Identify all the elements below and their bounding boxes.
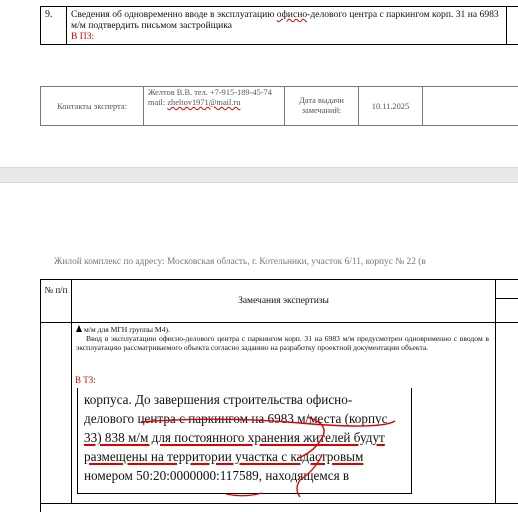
row-remark-cell[interactable] <box>72 323 496 503</box>
mouse-cursor-icon <box>76 325 82 332</box>
row-number-cell <box>41 323 72 503</box>
remark-paragraph: Ввод в эксплуатацию офисно-делового центра с паркингом корп. 31 на 6983 м/м предусмотрен одновременно с вводом в эксплуатацию рассматриваемого объекта согласно заданию на разработку проектной документации объекта. <box>76 334 489 352</box>
contacts-label: Контакты эксперта: <box>41 87 144 125</box>
remark-text[interactable] <box>67 7 507 44</box>
column-header-remarks: Замечания экспертизы <box>72 280 496 323</box>
column-header-extra <box>496 280 518 323</box>
document-page-bottom <box>0 183 518 512</box>
document-header: Жилой комплекс по адресу: Московская область, г. Котельники, участок 6/11, корпус № 22 (в <box>54 257 426 267</box>
spellcheck-word: офисно <box>276 9 308 20</box>
remark-paragraphs <box>72 323 495 352</box>
expert-name-phone: Желтов В.В. тел. +7-915-189-45-74 <box>148 88 272 97</box>
remark-number: 9. <box>41 7 67 44</box>
column-header-number: № п/п <box>41 280 72 323</box>
issue-date-value: 10.11.2025 <box>359 87 423 125</box>
quote-line: корпуса. До завершения строительства офисно- <box>84 392 353 407</box>
pz-label: В ПЗ: <box>71 31 95 42</box>
remark-fragment: м/м для МГН группы М4). <box>76 325 489 334</box>
tz-label: В ТЗ: <box>75 375 96 385</box>
quote-line: 33) 838 м/м для постоянного хранения жителей будут <box>84 430 385 445</box>
quote-line: делового центра с паркингом на 6983 м/места (корпус <box>84 411 388 426</box>
issue-date-label: Дата выдачи замечаний: <box>285 87 359 125</box>
table-bottom-border <box>41 503 518 504</box>
expert-mail-prefix: mail: <box>148 98 168 107</box>
quote-line: номером 50:20:0000000:117589, находящемся в <box>84 468 350 483</box>
quote-line: размещены на территории участка с кадастровым <box>84 449 364 464</box>
expert-mail-address[interactable]: zheltov1971@mail.ru <box>167 98 241 107</box>
contacts-info <box>144 87 285 125</box>
tz-quote-box <box>77 388 412 494</box>
page-gap <box>0 167 518 183</box>
row-extra-cell <box>496 323 518 503</box>
remark-text-body: Сведения об одновременно вводе в эксплуатацию офисно-делового центра с паркингом корп. 31 на 6983 м/м подтвердить письмом застройщика <box>71 9 499 31</box>
remark-row-9 <box>40 6 518 45</box>
remarks-table <box>40 279 518 512</box>
document-page-top <box>0 0 518 167</box>
expert-contacts-table <box>40 86 518 126</box>
